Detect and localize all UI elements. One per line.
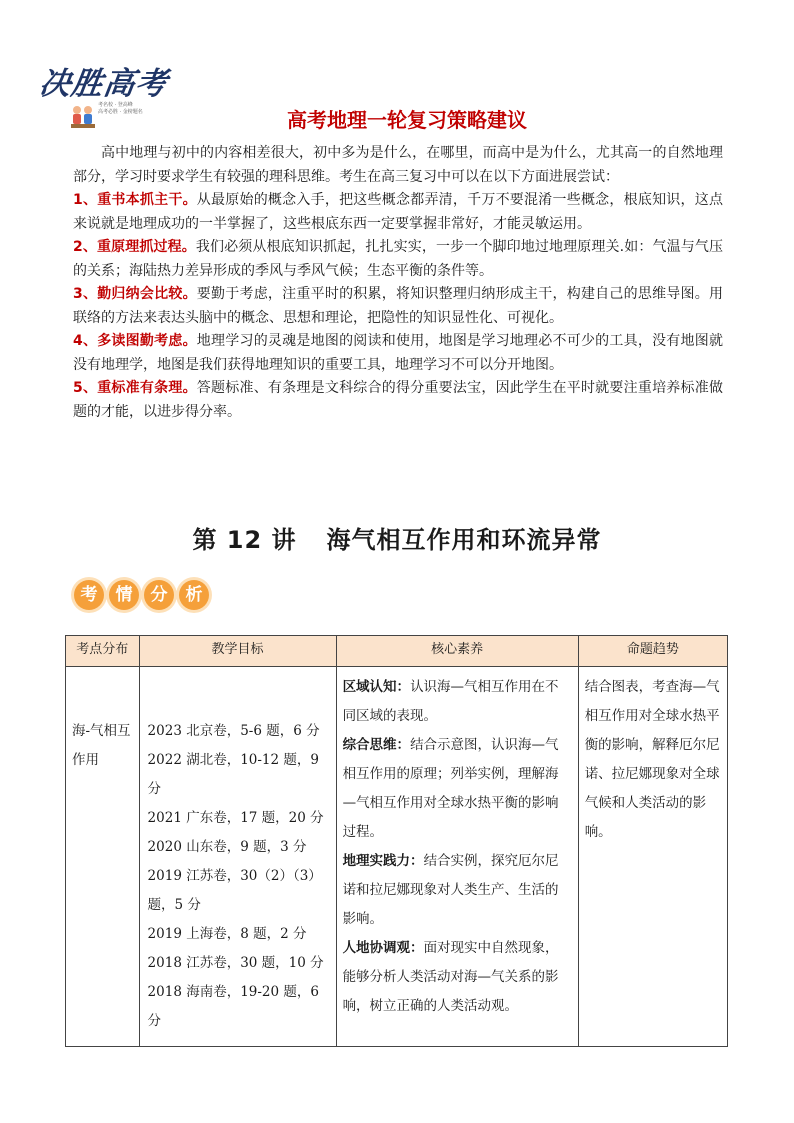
- logo-tagline-2: 高考必胜 · 金榜题名: [98, 109, 143, 115]
- topic-text: 海-气相互作用: [72, 723, 131, 768]
- trend-text: 结合图表，考查海—气相互作用对全球水热平衡的影响，解释厄尔尼诺、拉尼娜现象对全球气候和人类活动的影响。: [584, 679, 720, 840]
- core-item: [343, 847, 572, 934]
- exam-item: 2019 上海卷，8 题，2 分: [147, 926, 307, 942]
- goal-cell: [139, 667, 336, 1047]
- intro-section: [73, 142, 723, 424]
- strategy-body: 从最原始的概念入手，把这些概念都弄清，千万不要混淆一些概念，根底知识，这点来说就是地理成功的一半掌握了，这些根底东西一定要掌握非常好，才能灵敏运用。: [73, 192, 723, 232]
- strategy-point-2: [73, 236, 723, 283]
- header-core: 核心素养: [336, 636, 578, 667]
- badge-char: 考: [74, 580, 104, 610]
- core-body: 认识海—气相互作用在不同区域的表现。: [342, 679, 559, 724]
- lecture-title: [0, 520, 794, 555]
- badge-char: 情: [109, 580, 139, 610]
- header-trend: 命题趋势: [578, 636, 727, 667]
- strategy-point-4: [73, 330, 723, 377]
- strategy-body: 地理学习的灵魂是地图的阅读和使用，地图是学习地理必不可少的工具，没有地图就没有地理学，地图是我们获得地理知识的重要工具，地理学习不可以分开地图。: [73, 333, 723, 373]
- exam-item: 2018 海南卷，19-20 题，6 分: [147, 984, 319, 1029]
- core-head: 综合思维：: [342, 737, 411, 753]
- core-body: 结合实例，探究厄尔尼诺和拉尼娜现象对人类生产、生活的影响。: [342, 853, 559, 927]
- strategy-head: 3、勤归纳会比较。: [73, 286, 197, 302]
- section-badge: [74, 580, 214, 610]
- logo-text: 决胜高考: [36, 66, 171, 102]
- badge-char: 析: [179, 580, 209, 610]
- core-item: [343, 673, 572, 731]
- strategy-point-1: [73, 189, 723, 236]
- lecture-name: 海气相互作用和环流异常: [326, 526, 602, 554]
- exam-item: 2022 湖北卷，10-12 题，9 分: [147, 752, 319, 797]
- exam-item: 2018 江苏卷，30 题，10 分: [147, 955, 324, 971]
- analysis-table: [65, 635, 728, 1047]
- strategy-head: 1、重书本抓主干。: [73, 192, 197, 208]
- strategy-head: 4、多读图勤考虑。: [73, 333, 197, 349]
- intro-paragraph: 高中地理与初中的内容相差很大，初中多为是什么，在哪里，而高中是为什么，尤其高一的自然地理部分，学习时要求学生有较强的理科思维。考生在高三复习中可以在以下方面进展尝试：: [73, 145, 723, 185]
- table-header-row: [66, 636, 728, 667]
- core-body: 面对现实中自然现象，能够分析人类活动对海—气关系的影响，树立正确的人类活动观。: [342, 940, 559, 1014]
- strategy-point-3: [73, 283, 723, 330]
- strategy-body: 要勤于考虑，注重平时的积累，将知识整理归纳形成主干，构建自己的思维导图。用联络的方法来表达头脑中的概念、思想和理论，把隐性的知识显性化、可视化。: [73, 286, 723, 326]
- trend-cell: [578, 667, 727, 1047]
- exam-item: 2020 山东卷，9 题，3 分: [147, 839, 307, 855]
- strategy-body: 我们必须从根底知识抓起，扎扎实实，一步一个脚印地过地理原理关.如：气温与气压的关系；海陆热力差异形成的季风与季风气候；生态平衡的条件等。: [73, 239, 723, 279]
- core-cell: [336, 667, 578, 1047]
- exam-item: 2019 江苏卷，30（2）（3）题，5 分: [147, 868, 322, 913]
- core-body: 结合示意图，认识海—气相互作用的原理；列举实例，理解海—气相互作用对全球水热平衡的影响过程。: [342, 737, 559, 840]
- header-goal: 教学目标: [139, 636, 336, 667]
- strategy-head: 5、重标准有条理。: [73, 380, 197, 396]
- exam-item: 2021 广东卷，17 题，20 分: [147, 810, 324, 826]
- topic-cell: [66, 667, 140, 1047]
- strategy-head: 2、重原理抓过程。: [73, 239, 196, 255]
- badge-char: 分: [144, 580, 174, 610]
- exam-item: 2023 北京卷，5-6 题，6 分: [147, 723, 320, 739]
- page-title: 高考地理一轮复习策略建议: [287, 108, 527, 132]
- core-item: [343, 731, 572, 847]
- core-head: 区域认知：: [342, 679, 411, 695]
- header-topic: 考点分布: [66, 636, 140, 667]
- core-head: 地理实践力：: [342, 853, 424, 869]
- table-row: [66, 667, 728, 1047]
- core-head: 人地协调观：: [342, 940, 424, 956]
- strategy-point-5: [73, 377, 723, 424]
- core-item: [343, 934, 572, 1021]
- lecture-number: 第 12 讲: [192, 526, 297, 554]
- strategy-body: 答题标准、有条理是文科综合的得分重要法宝，因此学生在平时就要注重培养标准做题的才能，以进步得分率。: [73, 380, 723, 420]
- logo-tagline-1: 考名校 · 登高峰: [98, 102, 133, 108]
